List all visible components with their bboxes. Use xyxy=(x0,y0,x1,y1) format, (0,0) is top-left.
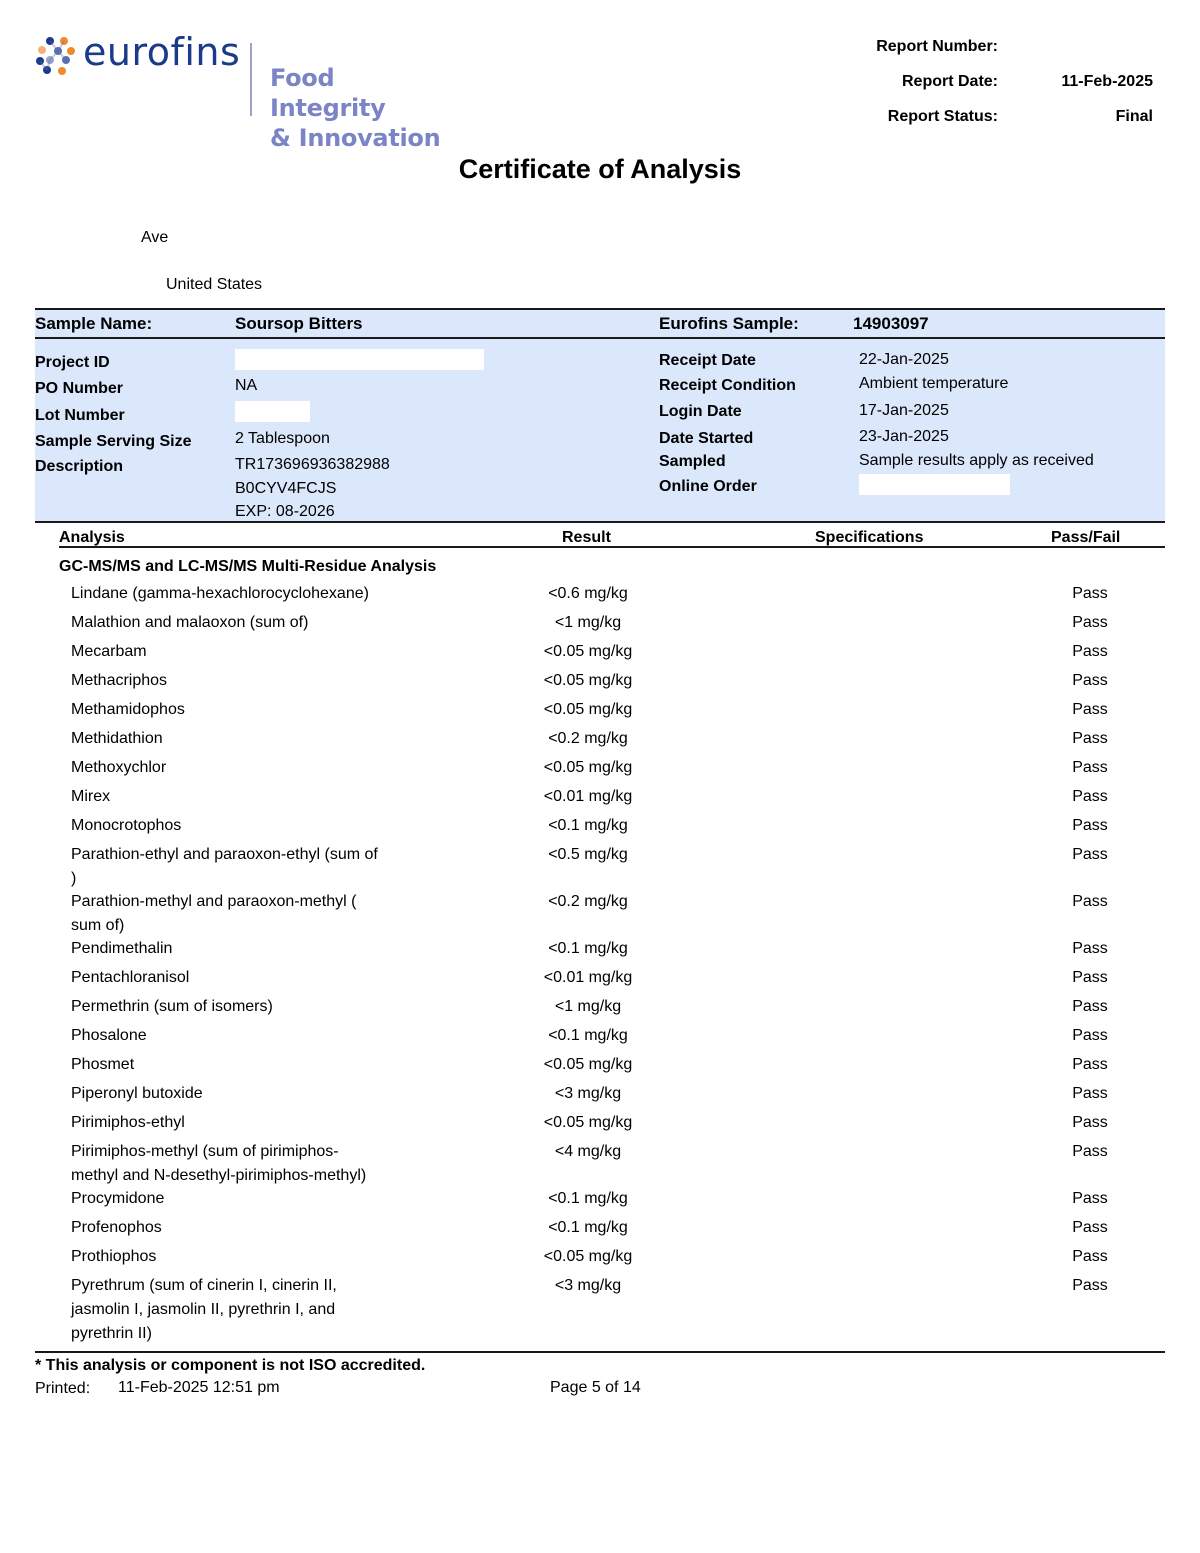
analyte-name xyxy=(71,756,431,780)
analyte-name xyxy=(71,1245,431,1269)
table-row xyxy=(0,1111,1200,1140)
pass-fail-value: Pass xyxy=(1072,1190,1108,1207)
table-row xyxy=(0,785,1200,814)
pass-fail-value: Pass xyxy=(1072,1219,1108,1236)
report-date-row xyxy=(823,73,1153,108)
pass-fail-value: Pass xyxy=(1072,1027,1108,1044)
pass-fail-value: Pass xyxy=(1072,817,1108,834)
printed-label: Printed: xyxy=(35,1380,91,1397)
analyte-name-line: ) xyxy=(71,870,77,887)
pass-fail-value: Pass xyxy=(1072,672,1108,689)
result-value: <0.05 mg/kg xyxy=(543,672,633,689)
table-row xyxy=(0,966,1200,995)
result-value: <0.2 mg/kg xyxy=(548,893,628,910)
division-line-1: Food Integrity xyxy=(270,64,386,122)
page-number: Page 5 of 14 xyxy=(550,1379,641,1396)
analyte-name-line: Methoxychlor xyxy=(71,759,167,776)
analyte-name-line: Mecarbam xyxy=(71,643,147,660)
analyte-name-line: Parathion-methyl and paraoxon-methyl ( xyxy=(71,893,357,910)
pass-fail-value: Pass xyxy=(1072,585,1108,602)
receipt-condition-value: Ambient temperature xyxy=(859,375,1009,392)
sampled-label: Sampled xyxy=(659,453,726,470)
lot-number-redacted xyxy=(235,401,310,422)
pass-fail-value: Pass xyxy=(1072,1248,1108,1265)
analyte-name xyxy=(71,814,431,838)
analyte-name xyxy=(71,611,431,635)
pass-fail-value: Pass xyxy=(1072,788,1108,805)
pass-fail-value: Pass xyxy=(1072,614,1108,631)
result-value: <0.1 mg/kg xyxy=(548,817,628,834)
result-value: <0.5 mg/kg xyxy=(548,846,628,863)
date-started-value: 23-Jan-2025 xyxy=(859,428,949,445)
analyte-name-line: Piperonyl butoxide xyxy=(71,1085,203,1102)
results-table-body xyxy=(0,582,1200,1345)
analyte-name xyxy=(71,890,431,938)
table-row xyxy=(0,1082,1200,1111)
table-row xyxy=(0,756,1200,785)
login-date-label: Login Date xyxy=(659,403,742,420)
analyte-name-line: Phosmet xyxy=(71,1056,135,1073)
pass-fail-value: Pass xyxy=(1072,643,1108,660)
serving-size-label: Sample Serving Size xyxy=(35,433,192,450)
analyte-name xyxy=(71,1274,431,1346)
table-row xyxy=(0,1053,1200,1082)
table-row xyxy=(0,611,1200,640)
result-value: <0.05 mg/kg xyxy=(543,759,633,776)
analyte-name xyxy=(71,1216,431,1240)
eurofins-logo xyxy=(35,30,455,152)
analyte-name-line: Mirex xyxy=(71,788,111,805)
result-value: <1 mg/kg xyxy=(554,998,622,1015)
table-row xyxy=(0,582,1200,611)
sample-name-label: Sample Name: xyxy=(35,314,153,333)
analyte-name-line: Phosalone xyxy=(71,1027,147,1044)
po-number-value: NA xyxy=(235,377,258,394)
table-row xyxy=(0,640,1200,669)
report-number-value xyxy=(1013,38,1153,73)
analyte-name xyxy=(71,698,431,722)
sampled-value: Sample results apply as received xyxy=(859,452,1094,469)
analyte-name-line: Methacriphos xyxy=(71,672,168,689)
receipt-date-label: Receipt Date xyxy=(659,352,756,369)
pass-fail-value: Pass xyxy=(1072,846,1108,863)
sample-header-row xyxy=(35,310,1165,339)
result-value: <0.05 mg/kg xyxy=(543,701,633,718)
analyte-name-line: Methamidophos xyxy=(71,701,185,718)
analyte-name xyxy=(71,937,431,961)
receipt-condition-label: Receipt Condition xyxy=(659,377,796,394)
analyte-name xyxy=(71,1082,431,1106)
column-specifications: Specifications xyxy=(815,529,924,546)
analyte-name xyxy=(71,785,431,809)
results-table-header xyxy=(59,529,1165,548)
report-number-row xyxy=(823,38,1153,73)
analyte-name-line: jasmolin I, jasmolin II, pyrethrin I, and xyxy=(71,1301,336,1318)
sample-info-box xyxy=(35,308,1165,523)
analyte-name-line: Lindane (gamma-hexachlorocyclohexane) xyxy=(71,585,369,602)
table-row xyxy=(0,843,1200,890)
result-value: <0.1 mg/kg xyxy=(548,940,628,957)
analyte-name-line: Procymidone xyxy=(71,1190,165,1207)
analyte-name-line: Pirimiphos-methyl (sum of pirimiphos- xyxy=(71,1143,339,1160)
pass-fail-value: Pass xyxy=(1072,701,1108,718)
result-value: <0.1 mg/kg xyxy=(548,1190,628,1207)
project-id-label: Project ID xyxy=(35,354,110,371)
pass-fail-value: Pass xyxy=(1072,998,1108,1015)
lot-number-label: Lot Number xyxy=(35,407,125,424)
online-order-redacted xyxy=(859,474,1010,495)
division-name xyxy=(270,63,455,153)
table-row xyxy=(0,727,1200,756)
address-line-2: United States xyxy=(166,276,263,293)
pass-fail-value: Pass xyxy=(1072,730,1108,747)
table-row xyxy=(0,814,1200,843)
result-value: <3 mg/kg xyxy=(554,1277,622,1294)
analyte-name-line: sum of) xyxy=(71,917,125,934)
analyte-name-line: Profenophos xyxy=(71,1219,162,1236)
eurofins-sample-label: Eurofins Sample: xyxy=(659,314,799,333)
result-value: <4 mg/kg xyxy=(554,1143,622,1160)
analyte-name-line: Malathion and malaoxon (sum of) xyxy=(71,614,309,631)
analyte-name xyxy=(71,1024,431,1048)
analyte-name xyxy=(71,1187,431,1211)
pass-fail-value: Pass xyxy=(1072,969,1108,986)
pass-fail-value: Pass xyxy=(1072,940,1108,957)
pass-fail-value: Pass xyxy=(1072,893,1108,910)
description-value-2: B0CYV4FCJS xyxy=(235,480,337,497)
result-value: <0.01 mg/kg xyxy=(543,788,633,805)
date-started-label: Date Started xyxy=(659,430,754,447)
table-row xyxy=(0,1216,1200,1245)
analyte-name xyxy=(71,966,431,990)
result-value: <0.6 mg/kg xyxy=(548,585,628,602)
pass-fail-value: Pass xyxy=(1072,1056,1108,1073)
table-row xyxy=(0,1274,1200,1345)
table-row xyxy=(0,669,1200,698)
analysis-section-title: GC-MS/MS and LC-MS/MS Multi-Residue Analysis xyxy=(59,558,437,575)
table-row xyxy=(0,1187,1200,1216)
eurofins-sample-value: 14903097 xyxy=(853,314,929,333)
receipt-date-value: 22-Jan-2025 xyxy=(859,351,949,368)
result-value: <0.05 mg/kg xyxy=(543,643,633,660)
result-value: <0.05 mg/kg xyxy=(543,1114,633,1131)
result-value: <0.01 mg/kg xyxy=(543,969,633,986)
column-analysis: Analysis xyxy=(59,529,125,546)
pass-fail-value: Pass xyxy=(1072,1143,1108,1160)
address-line-1: Ave xyxy=(141,229,169,246)
result-value: <0.05 mg/kg xyxy=(543,1248,633,1265)
description-value-1: TR173696936382988 xyxy=(235,456,390,473)
division-line-2: & Innovation xyxy=(270,124,441,152)
table-row xyxy=(0,1245,1200,1274)
table-row xyxy=(0,937,1200,966)
printed-value: 11-Feb-2025 12:51 pm xyxy=(118,1379,280,1396)
pass-fail-value: Pass xyxy=(1072,759,1108,776)
po-number-label: PO Number xyxy=(35,380,124,397)
analyte-name-line: Methidathion xyxy=(71,730,163,747)
analyte-name xyxy=(71,640,431,664)
analyte-name xyxy=(71,727,431,751)
analyte-name-line: Pyrethrum (sum of cinerin I, cinerin II, xyxy=(71,1277,337,1294)
pass-fail-value: Pass xyxy=(1072,1085,1108,1102)
bottom-rule xyxy=(35,1351,1165,1353)
report-date-label: Report Date: xyxy=(901,73,998,90)
report-date-value: 11-Feb-2025 xyxy=(1061,73,1153,90)
analyte-name-line: Pentachloranisol xyxy=(71,969,190,986)
table-row xyxy=(0,995,1200,1024)
table-row xyxy=(0,1140,1200,1187)
sample-name-value: Soursop Bitters xyxy=(235,314,363,333)
eurofins-dots-icon xyxy=(35,36,77,76)
online-order-label: Online Order xyxy=(659,478,757,495)
analyte-name-line: methyl and N-desethyl-pirimiphos-methyl) xyxy=(71,1167,367,1184)
analyte-name-line: Prothiophos xyxy=(71,1248,157,1265)
column-pass-fail: Pass/Fail xyxy=(1051,529,1121,546)
logo-divider xyxy=(250,43,252,116)
result-value: <3 mg/kg xyxy=(554,1085,622,1102)
result-value: <0.1 mg/kg xyxy=(548,1027,628,1044)
report-meta xyxy=(823,38,1153,143)
result-value: <0.1 mg/kg xyxy=(548,1219,628,1236)
analyte-name xyxy=(71,669,431,693)
table-row xyxy=(0,698,1200,727)
report-status-label: Report Status: xyxy=(887,108,998,125)
analyte-name-line: Monocrotophos xyxy=(71,817,182,834)
document-title: Certificate of Analysis xyxy=(458,154,742,184)
column-result: Result xyxy=(562,529,611,546)
login-date-value: 17-Jan-2025 xyxy=(859,402,949,419)
table-row xyxy=(0,890,1200,937)
project-id-redacted xyxy=(235,349,484,370)
description-value-3: EXP: 08-2026 xyxy=(235,503,335,520)
result-value: <0.2 mg/kg xyxy=(548,730,628,747)
serving-size-value: 2 Tablespoon xyxy=(235,430,330,447)
report-number-label: Report Number: xyxy=(876,38,998,55)
analyte-name-line: Pirimiphos-ethyl xyxy=(71,1114,185,1131)
analyte-name xyxy=(71,1140,431,1188)
table-row xyxy=(0,1024,1200,1053)
pass-fail-value: Pass xyxy=(1072,1277,1108,1294)
report-status-value: Final xyxy=(1115,108,1153,125)
brand-name: eurofins xyxy=(83,30,241,74)
description-label: Description xyxy=(35,458,124,475)
analyte-name-line: pyrethrin II) xyxy=(71,1325,152,1342)
result-value: <1 mg/kg xyxy=(554,614,622,631)
iso-footnote: * This analysis or component is not ISO accredited. xyxy=(35,1357,426,1374)
analyte-name xyxy=(71,1053,431,1077)
pass-fail-value: Pass xyxy=(1072,1114,1108,1131)
analyte-name xyxy=(71,1111,431,1135)
analyte-name xyxy=(71,995,431,1019)
analyte-name-line: Parathion-ethyl and paraoxon-ethyl (sum of xyxy=(71,846,378,863)
result-value: <0.05 mg/kg xyxy=(543,1056,633,1073)
analyte-name-line: Permethrin (sum of isomers) xyxy=(71,998,273,1015)
analyte-name-line: Pendimethalin xyxy=(71,940,173,957)
analyte-name xyxy=(71,843,431,891)
analyte-name xyxy=(71,582,431,606)
report-status-row xyxy=(823,108,1153,143)
